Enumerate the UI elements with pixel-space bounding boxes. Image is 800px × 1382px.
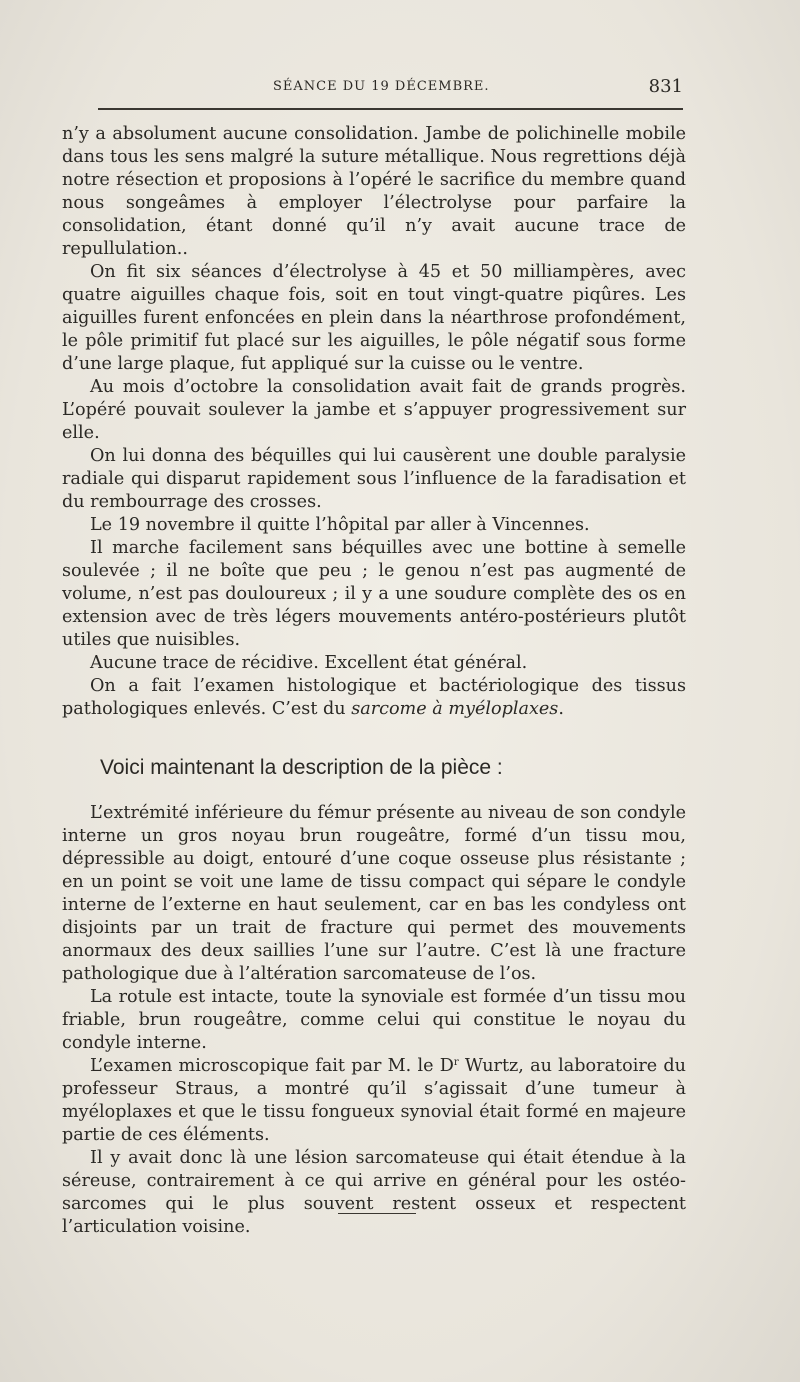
page-body	[62, 123, 686, 1239]
wurtz-before: L’examen microscopique fait par M. le D	[90, 1056, 454, 1076]
paragraph: On lui donna des béquilles qui lui causèrent une double paralysie radiale qui disparut rapidement sous l’influence de la faradisation et du rembourrage des crosses.	[62, 446, 686, 512]
paragraph: Il y avait donc là une lésion sarcomateuse qui était étendue à la séreuse, contrairement à ce qui arrive en général pour les ostéo-sarcomes qui le plus souvent restent osseux et respectent l’articulation voisine.	[62, 1148, 686, 1237]
running-title: SÉANCE DU 19 DÉCEMBRE.	[273, 79, 490, 94]
paragraph: Il marche facilement sans béquilles avec une bottine à semelle soulevée ; il ne boîte que peu ; le genou n’est pas augmenté de volume, n’est pas douloureux ; il y a une soudure complète des os en extension avec de très légers mouvements antéro-postérieurs plutôt utiles que nuisibles.	[62, 538, 686, 650]
section-heading: Voici maintenant la description de la pièce :	[100, 756, 503, 779]
closing-rule	[338, 1213, 416, 1214]
paragraph: On fit six séances d’électrolyse à 45 et 50 milliampères, avec quatre aiguilles chaque fois, soit en tout vingt-quatre piqûres. Les aiguilles furent enfoncées en plein dans la néarthrose profondément, le pôle primitif fut placé sur les aiguilles, le pôle négatif sous forme d’une large plaque, fut appliqué sur la cuisse ou le ventre.	[62, 262, 686, 374]
paragraph: n’y a absolument aucune consolidation. Jambe de polichinelle mobile dans tous les sens malgré la suture métallique. Nous regrettions déjà notre résection et proposions à l’opéré le sacrifice du membre quand nous songeâmes à employer l’électrolyse pour parfaire la consolidation, étant donné qu’il n’y avait aucune trace de repullulation..	[62, 124, 686, 259]
paragraph: Aucune trace de récidive. Excellent état général.	[90, 653, 528, 673]
paragraph: Le 19 novembre il quitte l’hôpital par aller à Vincennes.	[90, 515, 590, 535]
histology-text: On a fait l’examen histologique et bactériologique des tissus pathologiques enlevés. C’est du	[62, 676, 686, 719]
paragraph-wurtz	[62, 1055, 686, 1147]
diagnosis-emphasis: sarcome à myéloplaxes	[351, 699, 559, 719]
paragraph: La rotule est intacte, toute la synoviale est formée d’un tissu mou friable, brun rougeâtre, comme celui qui constitue le noyau du condyle interne.	[62, 987, 686, 1053]
header-rule	[98, 108, 683, 110]
paragraph-histology	[62, 675, 686, 721]
paragraph: Au mois d’octobre la consolidation avait fait de grands progrès. L’opéré pouvait soulever la jambe et s’appuyer progressivement sur elle.	[62, 377, 686, 443]
doctor-superscript: r	[453, 1057, 459, 1068]
wurtz-after: Wurtz, au laboratoire du professeur Straus, a montré qu’il s’agissait d’une tumeur à myéloplaxes et que le tissu fongueux synovial était formé en majeure partie de ces éléments.	[62, 1056, 686, 1145]
histology-end: .	[558, 699, 564, 719]
page-number: 831	[648, 76, 683, 97]
paragraph: L’extrémité inférieure du fémur présente au niveau de son condyle interne un gros noyau brun rougeâtre, formé d’un tissu mou, dépressible au doigt, entouré d’une coque osseuse plus résistante ; en un point se voit une lame de tissu compact qui sépare le condyle interne de l’externe en haut seulement, car en bas les condyless ont disjoints par un trait de fracture qui permet des mouvements anormaux des deux saillies l’une sur l’autre. C’est là une fracture pathologique due à l’altération sarcomateuse de l’os.	[62, 803, 686, 984]
running-head	[98, 76, 683, 100]
